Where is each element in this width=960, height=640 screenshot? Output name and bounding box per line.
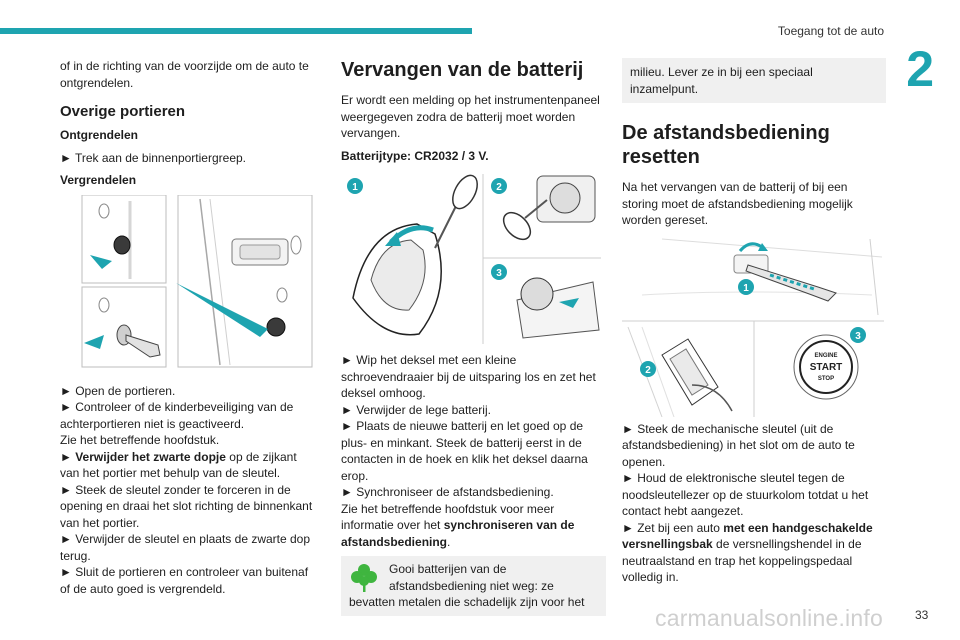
see-chapter: Zie het betreffende hoofdstuk.	[60, 433, 220, 447]
watermark: carmanualsonline.info	[655, 605, 883, 631]
start-button-engine: ENGINE	[814, 352, 838, 359]
section-heading-other-doors: Overige portieren	[60, 103, 186, 120]
reset-figure-number-1-label: 1	[743, 282, 749, 294]
step-close-doors: ► Sluit de portieren en controleer van buitenaf of de auto goed is vergrendeld.	[60, 565, 309, 596]
battery-replacement-illustration	[341, 170, 603, 346]
remote-reset-illustration	[622, 235, 884, 417]
figure-number-2-label: 2	[496, 182, 502, 193]
chapter-number: 2	[906, 41, 934, 97]
column-3	[622, 58, 886, 586]
section-title: Toegang tot de auto	[777, 24, 884, 38]
step-insert-key: ► Steek de sleutel zonder te forceren in de opening en draai het slot richting de binnenkant van het portier.	[60, 482, 313, 530]
step-insert-battery: ► Plaats de nieuwe batterij en let goed op de plus- en minkant. Steek de batterij eerst in de contacten in de hoek en klik het deksel daarna erop.	[341, 419, 588, 483]
start-button-start: START	[809, 361, 843, 373]
reset-intro: Na het vervangen van de batterij of bij een storing moet de afstandsbediening mogelijk worden gereset.	[622, 180, 853, 227]
reset-figure-number-2-label: 2	[645, 364, 651, 376]
reset-figure-number-3-label: 3	[855, 330, 861, 342]
subheading-lock: Vergrendelen	[60, 172, 137, 187]
battery-type: Batterijtype: CR2032 / 3 V.	[341, 148, 489, 163]
step-remove-battery: ► Verwijder de lege batterij.	[341, 402, 491, 417]
figure-number-3-label: 3	[496, 268, 502, 279]
door-lock-illustration	[60, 195, 316, 373]
step-check-child-lock: ► Controleer of de kinderbeveiliging van de achterportieren niet is geactiveerd.	[60, 400, 294, 431]
unlock-step: ► Trek aan de binnenportiergreep.	[60, 151, 246, 165]
step-insert-mechanical-key: ► Steek de mechanische sleutel (uit de afstandsbediening) in het slot om de auto te openen.	[622, 421, 855, 469]
step-open-doors: ► Open de portieren.	[60, 383, 176, 398]
figure-number-1-label: 1	[352, 182, 358, 193]
clover-icon	[351, 563, 377, 593]
tip-text-lead: Gooi batterijen van de afstandsbediening niet weg: ze	[389, 562, 554, 593]
step-remove-cap: ► Verwijder het zwarte dopje op de zijkant van het portier met behulp van de sleutel.	[60, 449, 297, 480]
intro-text: of in de richting van de voorzijde om de auto te ontgrendelen.	[60, 59, 309, 90]
step-manual-gearbox: ► Zet bij een auto met een handgeschakelde versnellingsbak de versnellingshendel in de neutraalstand en trap het koppelingspedaal volledig in.	[622, 520, 873, 584]
step-lift-cover: ► Wip het deksel met een kleine schroevendraaier bij de uitsparing los en zet het deksel omhoog.	[341, 353, 596, 400]
column-2	[341, 58, 606, 616]
subheading-unlock: Ontgrendelen	[60, 128, 139, 142]
step-refit-cap: ► Verwijder de sleutel en plaats de zwarte dop terug.	[60, 532, 311, 563]
heading-reset-remote: De afstandsbediening resetten	[622, 122, 830, 168]
environment-tip-box	[341, 556, 606, 616]
tip-text-rest: bevatten metalen die schadelijk zijn voor het	[349, 595, 585, 609]
header-accent-bar	[0, 28, 472, 34]
step-sync-remote: ► Synchroniseer de afstandsbediening.	[341, 485, 554, 499]
see-sync-chapter: Zie het betreffende hoofdstuk voor meer informatie over het synchroniseren van de afstandsbediening.	[341, 501, 575, 549]
heading-battery-replacement: Vervangen van de batterij	[341, 59, 584, 81]
start-button-stop: STOP	[817, 375, 835, 382]
column-1	[60, 58, 316, 597]
environment-tip-continued: milieu. Lever ze in bij een speciaal inzamelpunt.	[622, 58, 886, 103]
battery-intro: Er wordt een melding op het instrumentenpaneel weergegeven zodra de batterij moet worden vervangen.	[341, 93, 600, 140]
page-number: 33	[915, 608, 929, 622]
step-hold-electronic-key: ► Houd de elektronische sleutel tegen de noodsleutellezer op de stuurkolom totdat u het contact hebt aangezet.	[622, 471, 869, 518]
